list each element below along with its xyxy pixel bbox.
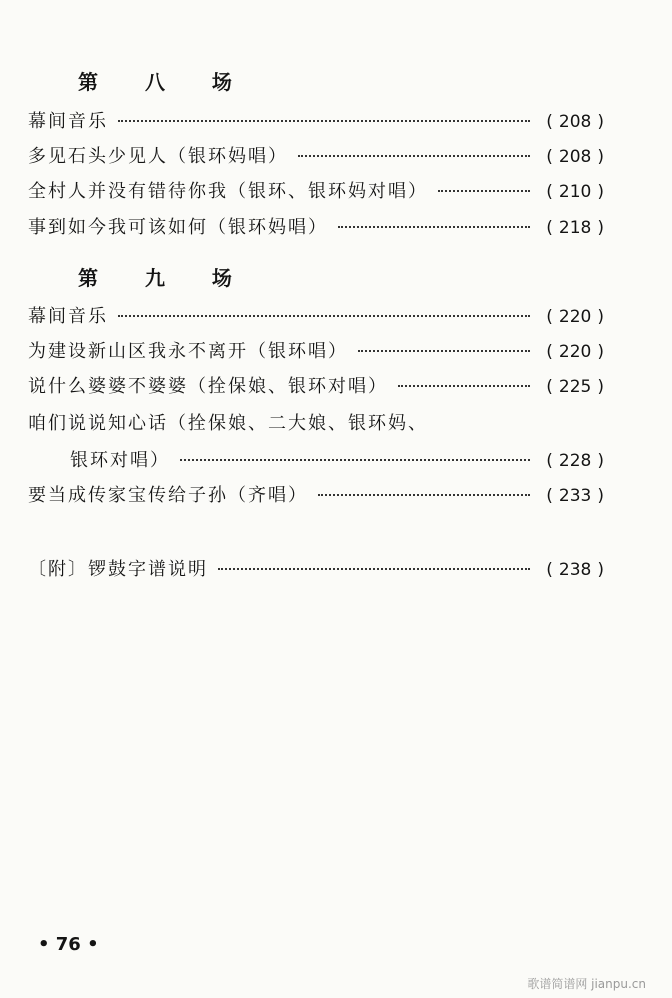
toc-entry [28,216,610,240]
dot-leader [438,190,530,192]
entry-page: ( 233 ) [546,486,604,506]
entry-title: 咱们说说知心话（拴保娘、二大娘、银环妈、 [28,413,428,434]
entry-page: ( 238 ) [546,560,604,580]
entry-page: ( 218 ) [546,218,604,238]
dot-leader [298,155,530,157]
entry-title: 银环对唱） [70,450,170,471]
watermark: 歌谱简谱网 jianpu.cn [527,977,646,991]
entry-page: ( 208 ) [546,112,604,132]
section-title-8: 第 八 场 [78,70,252,94]
toc-entry [28,412,610,436]
entry-title: 幕间音乐 [28,111,108,132]
page-number: • 76 • [38,934,99,955]
entry-page: ( 210 ) [546,182,604,202]
dot-leader [180,459,530,461]
entry-title: 要当成传家宝传给子孙（齐唱） [28,485,308,506]
entry-title: 为建设新山区我永不离开（银环唱） [28,341,348,362]
toc-appendix [28,558,610,582]
entry-title: 事到如今我可该如何（银环妈唱） [28,217,328,238]
entry-title: 多见石头少见人（银环妈唱） [28,146,288,167]
section-title-9: 第 九 场 [78,266,252,290]
entry-page: ( 220 ) [546,342,604,362]
dot-leader [338,226,530,228]
dot-leader [398,385,530,387]
toc-entry [28,484,610,508]
toc-entry-continuation [70,449,610,473]
toc-entry [28,305,610,329]
toc-entry [28,180,610,204]
entry-page: ( 228 ) [546,451,604,471]
toc-entry [28,375,610,399]
entry-page: ( 225 ) [546,377,604,397]
entry-page: ( 208 ) [546,147,604,167]
dot-leader [358,350,530,352]
toc-entry [28,110,610,134]
entry-title: 全村人并没有错待你我（银环、银环妈对唱） [28,181,428,202]
entry-page: ( 220 ) [546,307,604,327]
entry-title: 说什么婆婆不婆婆（拴保娘、银环对唱） [28,376,388,397]
dot-leader [218,568,530,570]
entry-title: 幕间音乐 [28,306,108,327]
dot-leader [118,120,530,122]
entry-title: 〔附〕锣鼓字谱说明 [28,559,208,580]
toc-entry [28,340,610,364]
dot-leader [118,315,530,317]
dot-leader [318,494,530,496]
toc-entry [28,145,610,169]
